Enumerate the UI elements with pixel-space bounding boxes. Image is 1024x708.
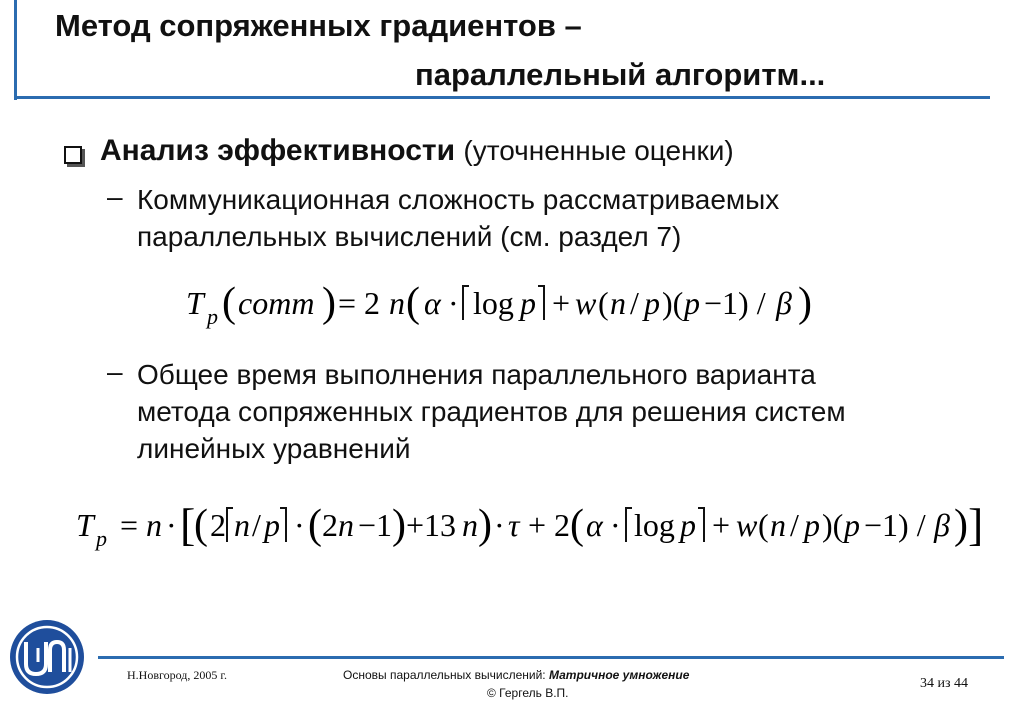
formula-communication-time	[186, 276, 826, 340]
svg-text:/: /	[630, 285, 639, 321]
svg-text:p: p	[96, 526, 107, 551]
svg-text:n: n	[338, 507, 354, 543]
svg-text:log: log	[473, 285, 514, 321]
unn-logo-icon	[8, 618, 86, 696]
slide-title-line-1: Метод сопряженных градиентов –	[55, 8, 582, 43]
svg-text:): )	[478, 502, 492, 548]
svg-text:): )	[322, 280, 336, 326]
svg-text:−1) /: −1) /	[864, 507, 926, 543]
section-heading	[100, 134, 734, 168]
footer-page-number: 34 из 44	[920, 676, 969, 691]
footer-copyright: © Гергель В.П.	[487, 686, 569, 700]
svg-text:): )	[392, 502, 406, 548]
svg-text:): )	[954, 502, 968, 548]
item-1-dash: –	[107, 181, 123, 212]
svg-text:p: p	[644, 285, 660, 321]
svg-text:=: =	[120, 507, 139, 543]
item-1-line-2: параллельных вычислений (см. раздел 7)	[137, 221, 682, 252]
svg-text:p: p	[844, 507, 860, 543]
footer-course	[343, 668, 689, 682]
svg-text:w: w	[736, 507, 758, 543]
svg-text:+: +	[712, 507, 731, 543]
svg-text:n: n	[610, 285, 626, 321]
svg-text:n: n	[146, 507, 162, 543]
svg-text:(: (	[570, 502, 584, 548]
svg-text:(: (	[406, 280, 420, 326]
svg-text:2: 2	[322, 507, 338, 543]
formula-total-time	[76, 498, 986, 566]
checkbox-bullet-icon	[64, 146, 82, 164]
svg-text:−1: −1	[358, 507, 393, 543]
svg-text:·: ·	[166, 507, 177, 543]
header-vertical-rule	[14, 0, 17, 100]
svg-text:(: (	[308, 502, 322, 548]
header-horizontal-rule	[14, 96, 990, 99]
svg-text:(: (	[194, 502, 208, 548]
formula-1-graphic	[186, 276, 826, 332]
svg-text:]: ]	[968, 499, 984, 550]
svg-text:/: /	[790, 507, 799, 543]
svg-text:·: ·	[610, 507, 621, 543]
svg-text:)(: )(	[662, 285, 684, 321]
svg-text:comm: comm	[238, 285, 315, 321]
svg-text:(: (	[598, 285, 609, 321]
item-2-line-3: линейных уравнений	[137, 433, 411, 464]
svg-text:α: α	[586, 507, 603, 543]
item-2-text	[137, 356, 846, 467]
item-2-line-1: Общее время выполнения параллельного варианта	[137, 359, 816, 390]
svg-text:p: p	[680, 507, 696, 543]
footer-course-topic: Матричное умножение	[548, 668, 690, 682]
heading-note: (уточненные оценки)	[463, 135, 734, 166]
svg-text:2: 2	[210, 507, 226, 543]
svg-text:n: n	[389, 285, 405, 321]
svg-text:[: [	[180, 499, 196, 550]
svg-text:+13: +13	[406, 507, 457, 543]
footer-rule	[98, 656, 1004, 659]
svg-text:+: +	[552, 285, 571, 321]
svg-text:·: ·	[294, 507, 305, 543]
svg-text:p: p	[684, 285, 700, 321]
item-2-line-2: метода сопряженных градиентов для решения систем	[137, 396, 846, 427]
svg-text:β: β	[776, 285, 792, 321]
svg-text:n: n	[234, 507, 250, 543]
svg-text:(: (	[758, 507, 769, 543]
svg-text:n: n	[770, 507, 786, 543]
svg-text:τ: τ	[508, 507, 520, 543]
svg-text:α: α	[424, 285, 441, 321]
svg-text:+ 2: + 2	[528, 507, 571, 543]
svg-text:): )	[798, 280, 812, 326]
svg-text:·: ·	[494, 507, 505, 543]
svg-text:β: β	[934, 507, 950, 543]
footer-course-plain: Основы параллельных вычислений:	[343, 668, 546, 682]
svg-text:= 2: = 2	[338, 285, 381, 321]
svg-text:T: T	[186, 285, 204, 321]
item-1-line-1: Коммуникационная сложность рассматриваемых	[137, 184, 780, 215]
svg-text:n: n	[462, 507, 478, 543]
svg-text:−1) /: −1) /	[704, 285, 766, 321]
item-1-text	[137, 181, 779, 255]
formula-2-graphic	[76, 498, 986, 558]
heading-bold-text: Анализ эффективности	[100, 134, 456, 167]
svg-text:p: p	[804, 507, 820, 543]
slide-title-line-2: параллельный алгоритм...	[415, 57, 826, 92]
svg-text:log: log	[634, 507, 675, 543]
svg-text:w: w	[575, 285, 597, 321]
svg-text:·: ·	[448, 285, 459, 321]
svg-text:/: /	[252, 507, 261, 543]
svg-text:)(: )(	[822, 507, 844, 543]
item-2-dash: –	[107, 356, 123, 387]
svg-text:p: p	[264, 507, 280, 543]
svg-text:p: p	[520, 285, 536, 321]
svg-text:p: p	[207, 304, 218, 329]
footer-place-year: Н.Новгород, 2005 г.	[127, 668, 227, 682]
svg-text:T: T	[76, 507, 94, 543]
svg-text:(: (	[222, 280, 236, 326]
